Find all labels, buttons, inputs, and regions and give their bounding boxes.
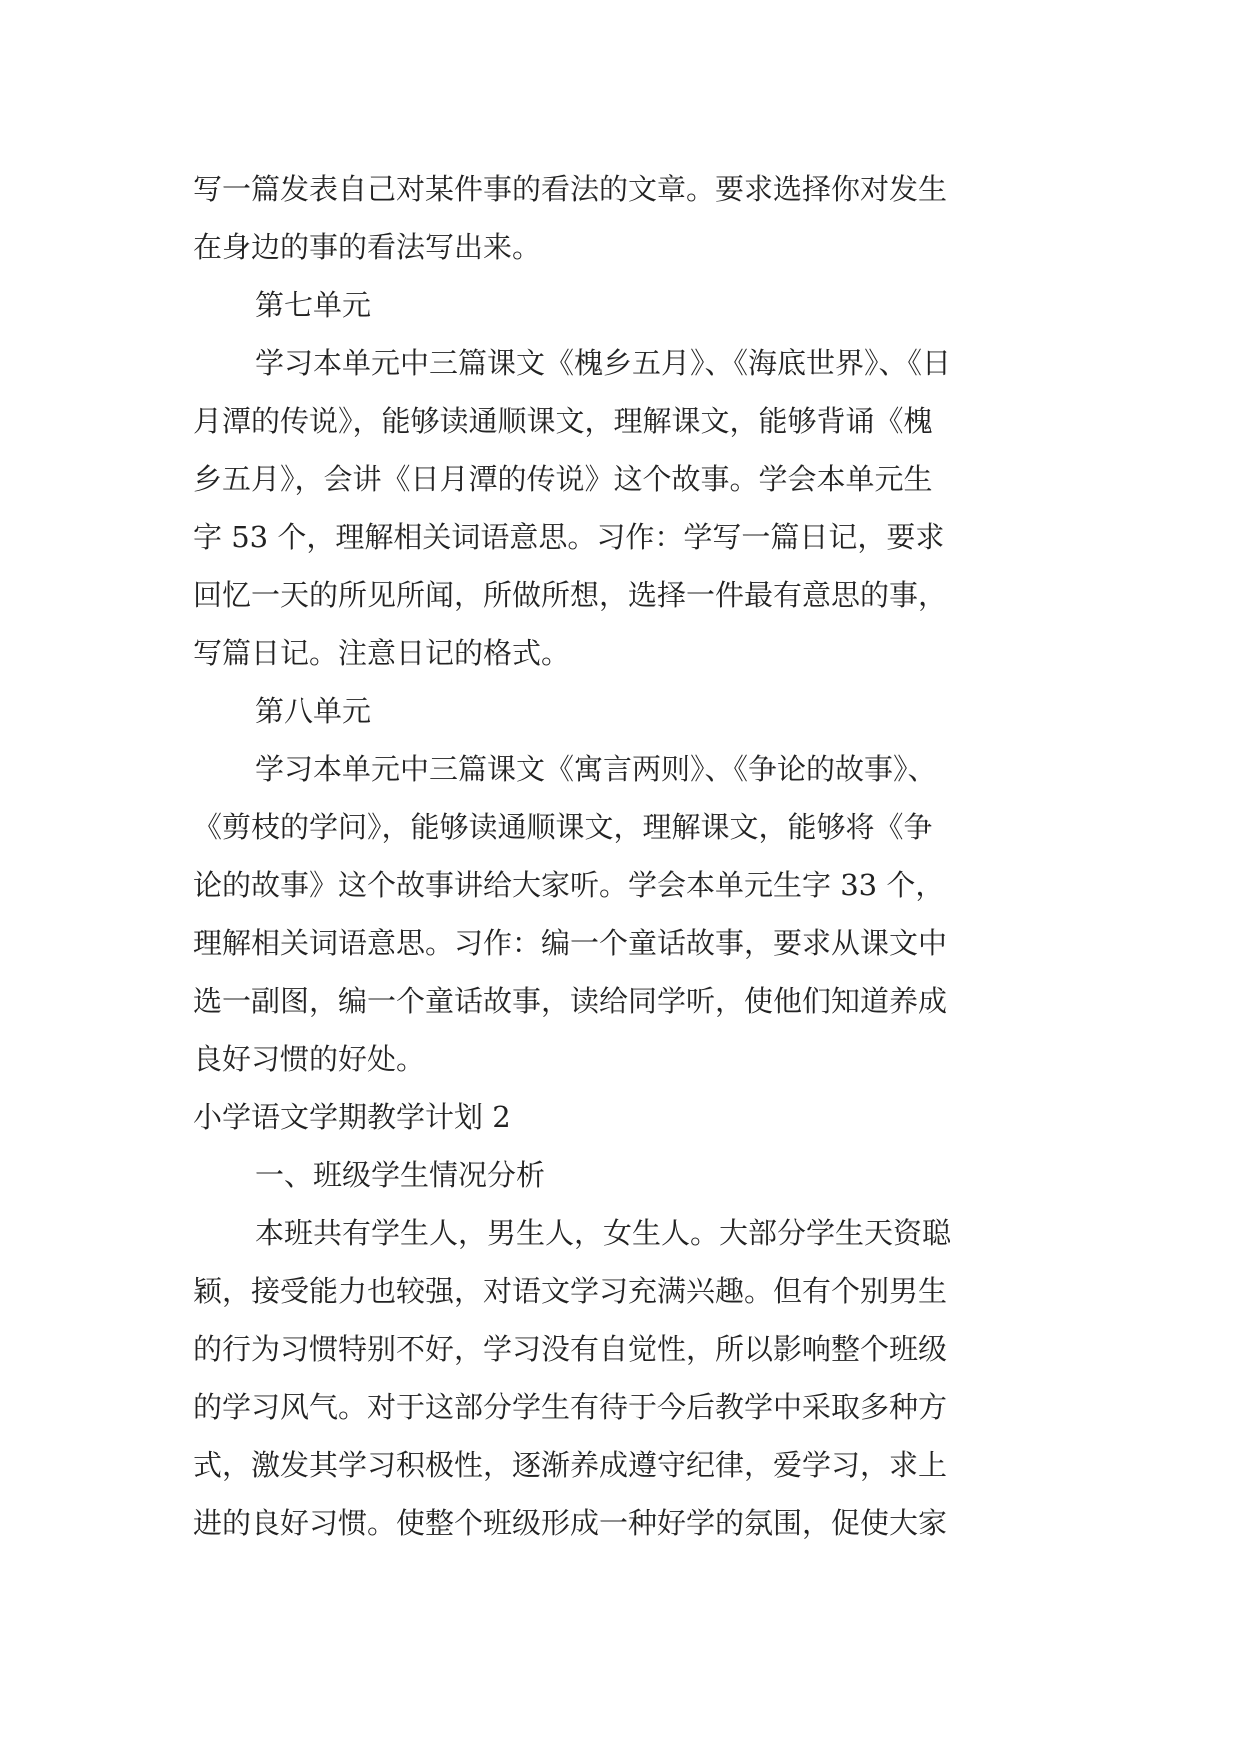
paragraph-line: 在身边的事的看法写出来。 [193,230,542,264]
paragraph-line: 月潭的传说》，能够读通顺课文，理解课文，能够背诵《槐 [193,404,933,438]
paragraph-line: 进的良好习惯。使整个班级形成一种好学的氛围，促使大家 [193,1506,948,1540]
paragraph-line: 本班共有学生人，男生人，女生人。大部分学生天资聪 [255,1216,952,1250]
paragraph-line: 理解相关词语意思。习作：编一个童话故事，要求从课文中 [193,926,948,960]
section-heading: 第八单元 [255,694,372,728]
paragraph-line: 论的故事》这个故事讲给大家听。学会本单元生字 33 个， [193,868,945,902]
paragraph-line: 的学习风气。对于这部分学生有待于今后教学中采取多种方 [193,1390,948,1424]
paragraph-line: 写一篇发表自己对某件事的看法的文章。要求选择你对发生 [193,172,948,206]
document-title: 小学语文学期教学计划 2 [193,1100,511,1134]
paragraph-line: 乡五月》，会讲《日月潭的传说》这个故事。学会本单元生 [193,462,933,496]
paragraph-line: 写篇日记。注意日记的格式。 [193,636,571,670]
paragraph-line: 选一副图，编一个童话故事，读给同学听，使他们知道养成 [193,984,948,1018]
paragraph-line: 的行为习惯特别不好，学习没有自觉性，所以影响整个班级 [193,1332,948,1366]
section-heading: 一、班级学生情况分析 [255,1158,546,1192]
paragraph-line: 字 53 个，理解相关词语意思。习作：学写一篇日记，要求 [193,520,945,554]
paragraph-line: 良好习惯的好处。 [193,1042,426,1076]
paragraph-line: 回忆一天的所见所闻，所做所想，选择一件最有意思的事， [193,578,948,612]
section-heading: 第七单元 [255,288,372,322]
paragraph-line: 学习本单元中三篇课文《槐乡五月》、《海底世界》、《日 [255,346,952,380]
paragraph-line: 学习本单元中三篇课文《寓言两则》、《争论的故事》、 [255,752,937,786]
paragraph-line: 式，激发其学习积极性，逐渐养成遵守纪律，爱学习，求上 [193,1448,948,1482]
paragraph-line: 颖，接受能力也较强，对语文学习充满兴趣。但有个别男生 [193,1274,948,1308]
paragraph-line: 《剪枝的学问》，能够读通顺课文，理解课文，能够将《争 [193,810,933,844]
document-body [193,160,1053,1552]
